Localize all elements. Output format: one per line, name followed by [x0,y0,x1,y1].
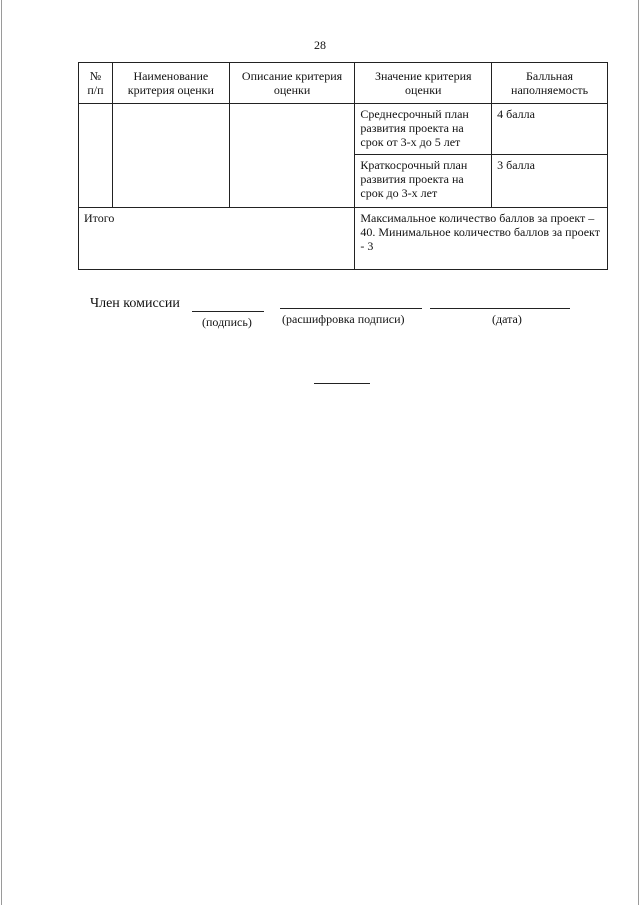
sign-caption: (подпись) [202,315,252,329]
criteria-table [78,62,608,270]
scan-edge-right [638,0,639,905]
signature-block [90,296,590,336]
end-rule [314,383,370,384]
cell-name [112,104,229,208]
table-row [79,104,608,155]
cell-value: Краткосрочный план развития проекта на срок до 3-х лет [355,155,492,208]
scan-edge-left [1,0,2,905]
date-caption: (дата) [492,312,522,326]
signature-blank [192,311,264,312]
cell-score: 4 балла [492,104,608,155]
total-text: Максимальное количество баллов за проект – 40. Минимальное количество баллов за проект - 3 [355,208,608,270]
table-header-row [79,63,608,104]
header-name: Наименование критерия оценки [112,63,229,104]
cell-score: 3 балла [492,155,608,208]
header-score: Балльная наполняемость [492,63,608,104]
decode-blank [280,308,422,309]
cell-value: Среднесрочный план развития проекта на срок от 3-х до 5 лет [355,104,492,155]
cell-description [229,104,355,208]
header-description: Описание критерия оценки [229,63,355,104]
total-label: Итого [79,208,355,270]
date-blank [430,308,570,309]
header-num: № п/п [79,63,113,104]
header-value: Значение критерия оценки [355,63,492,104]
page-number: 28 [314,38,326,52]
cell-num [79,104,113,208]
member-label: Член комиссии [90,296,180,311]
decode-caption: (расшифровка подписи) [282,312,405,326]
table-total-row [79,208,608,270]
